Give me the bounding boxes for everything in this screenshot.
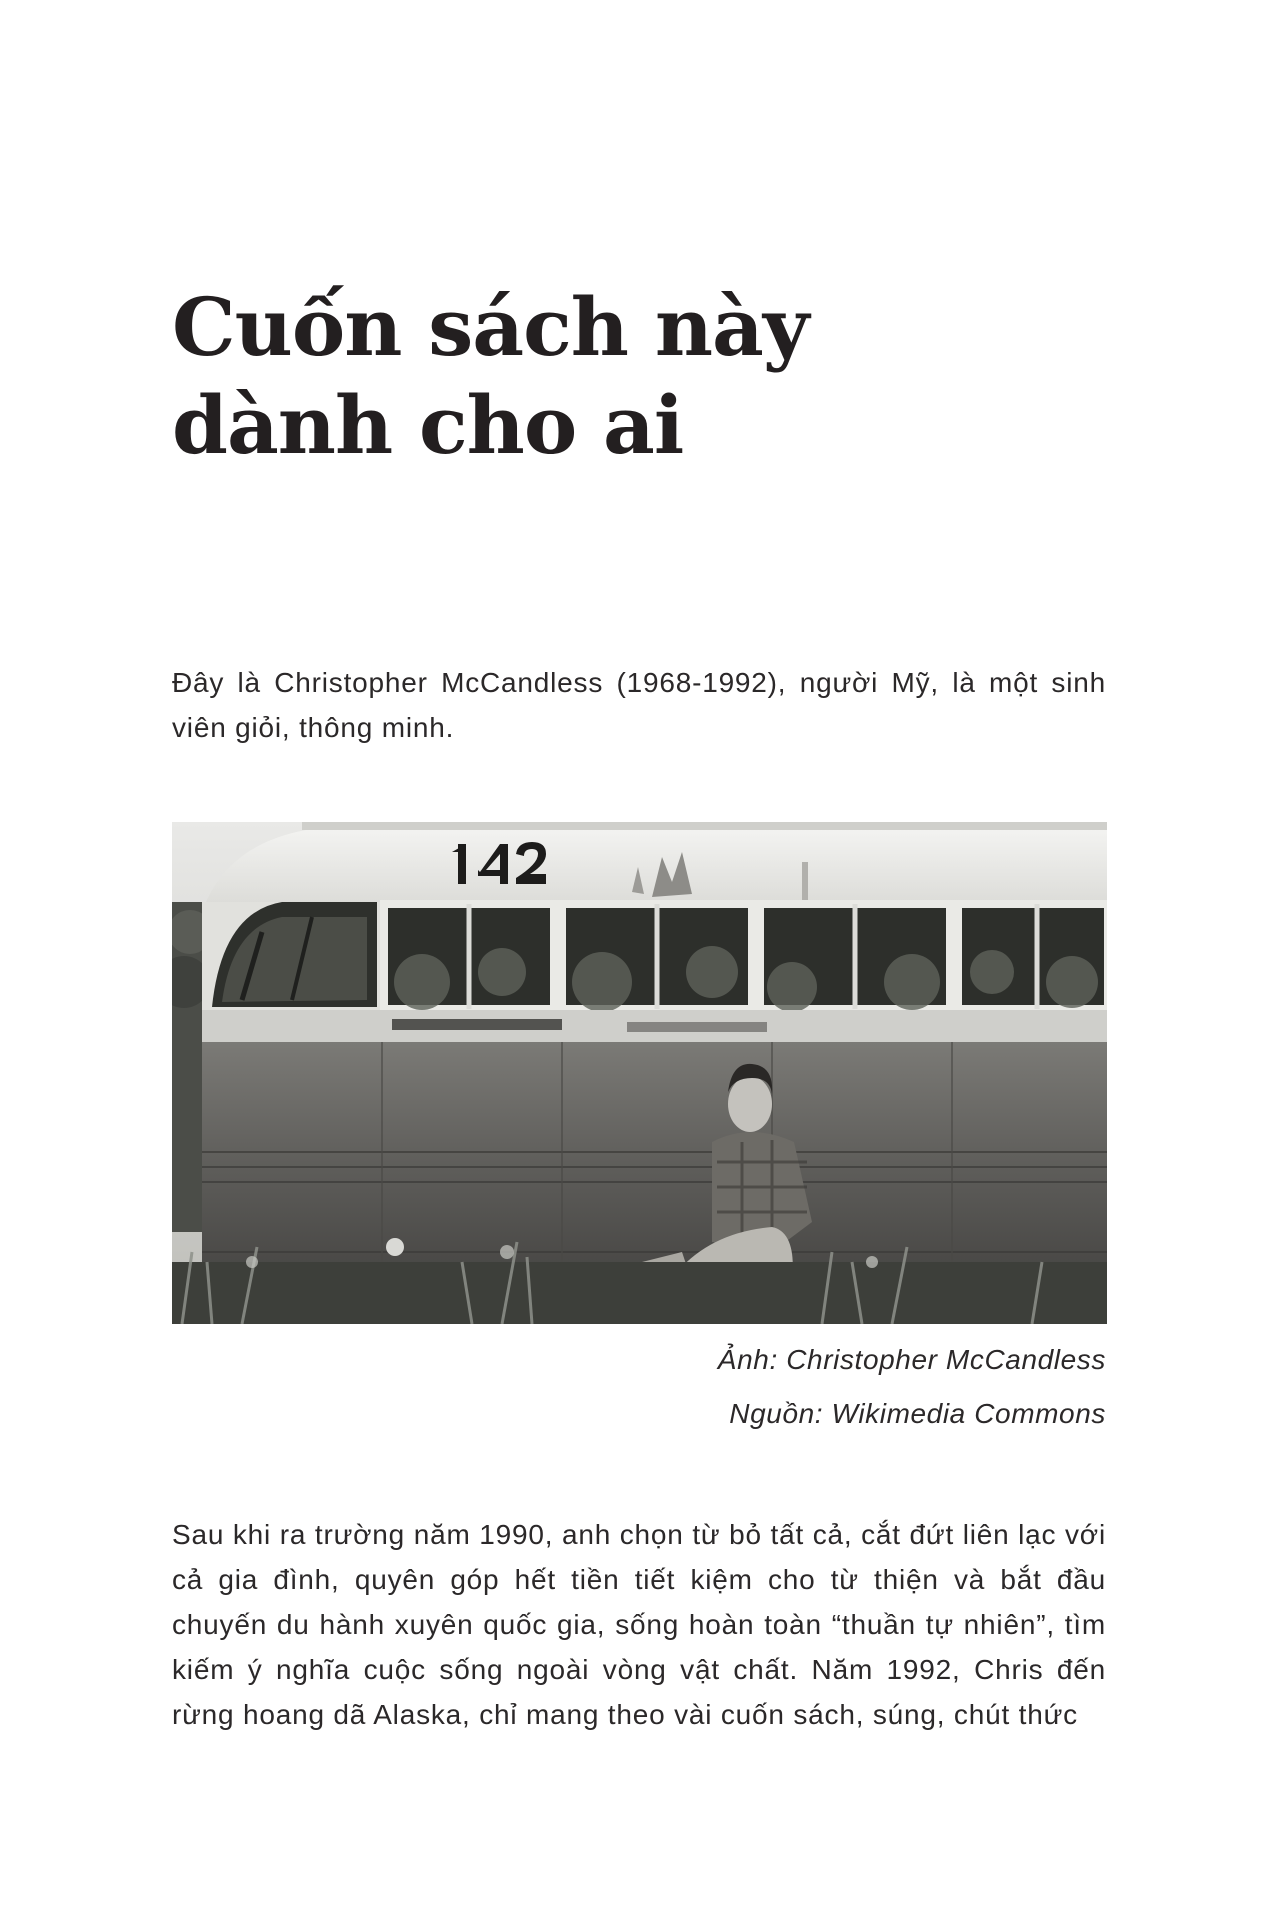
intro-paragraph: Đây là Christopher McCandless (1968-1992), người Mỹ, là một sinh viên giỏi, thông minh. [172,667,1106,743]
page-title [172,278,1072,474]
bus-photo [172,822,1107,1324]
body-paragraph: Sau khi ra trường năm 1990, anh chọn từ bỏ tất cả, cắt đứt liên lạc với cả gia đình, quyên góp hết tiền tiết kiệm cho từ thiện và bắt đầu chuyến du hành xuyên quốc gia, sống hoàn toàn “thuần tự nhiên”, tìm kiếm ý nghĩa cuộc sống ngoài vòng vật chất. Năm 1992, Chris đến rừng hoang dã Alaska, chỉ mang theo vài cuốn sách, súng, chút thức [172,1519,1106,1730]
title-line-2: dành cho ai [172,378,684,472]
photo-caption: Ảnh: Christopher McCandless [717,1344,1106,1375]
title-line-1: Cuốn sách này [172,280,809,374]
photo-source: Nguồn: Wikimedia Commons [729,1398,1106,1429]
